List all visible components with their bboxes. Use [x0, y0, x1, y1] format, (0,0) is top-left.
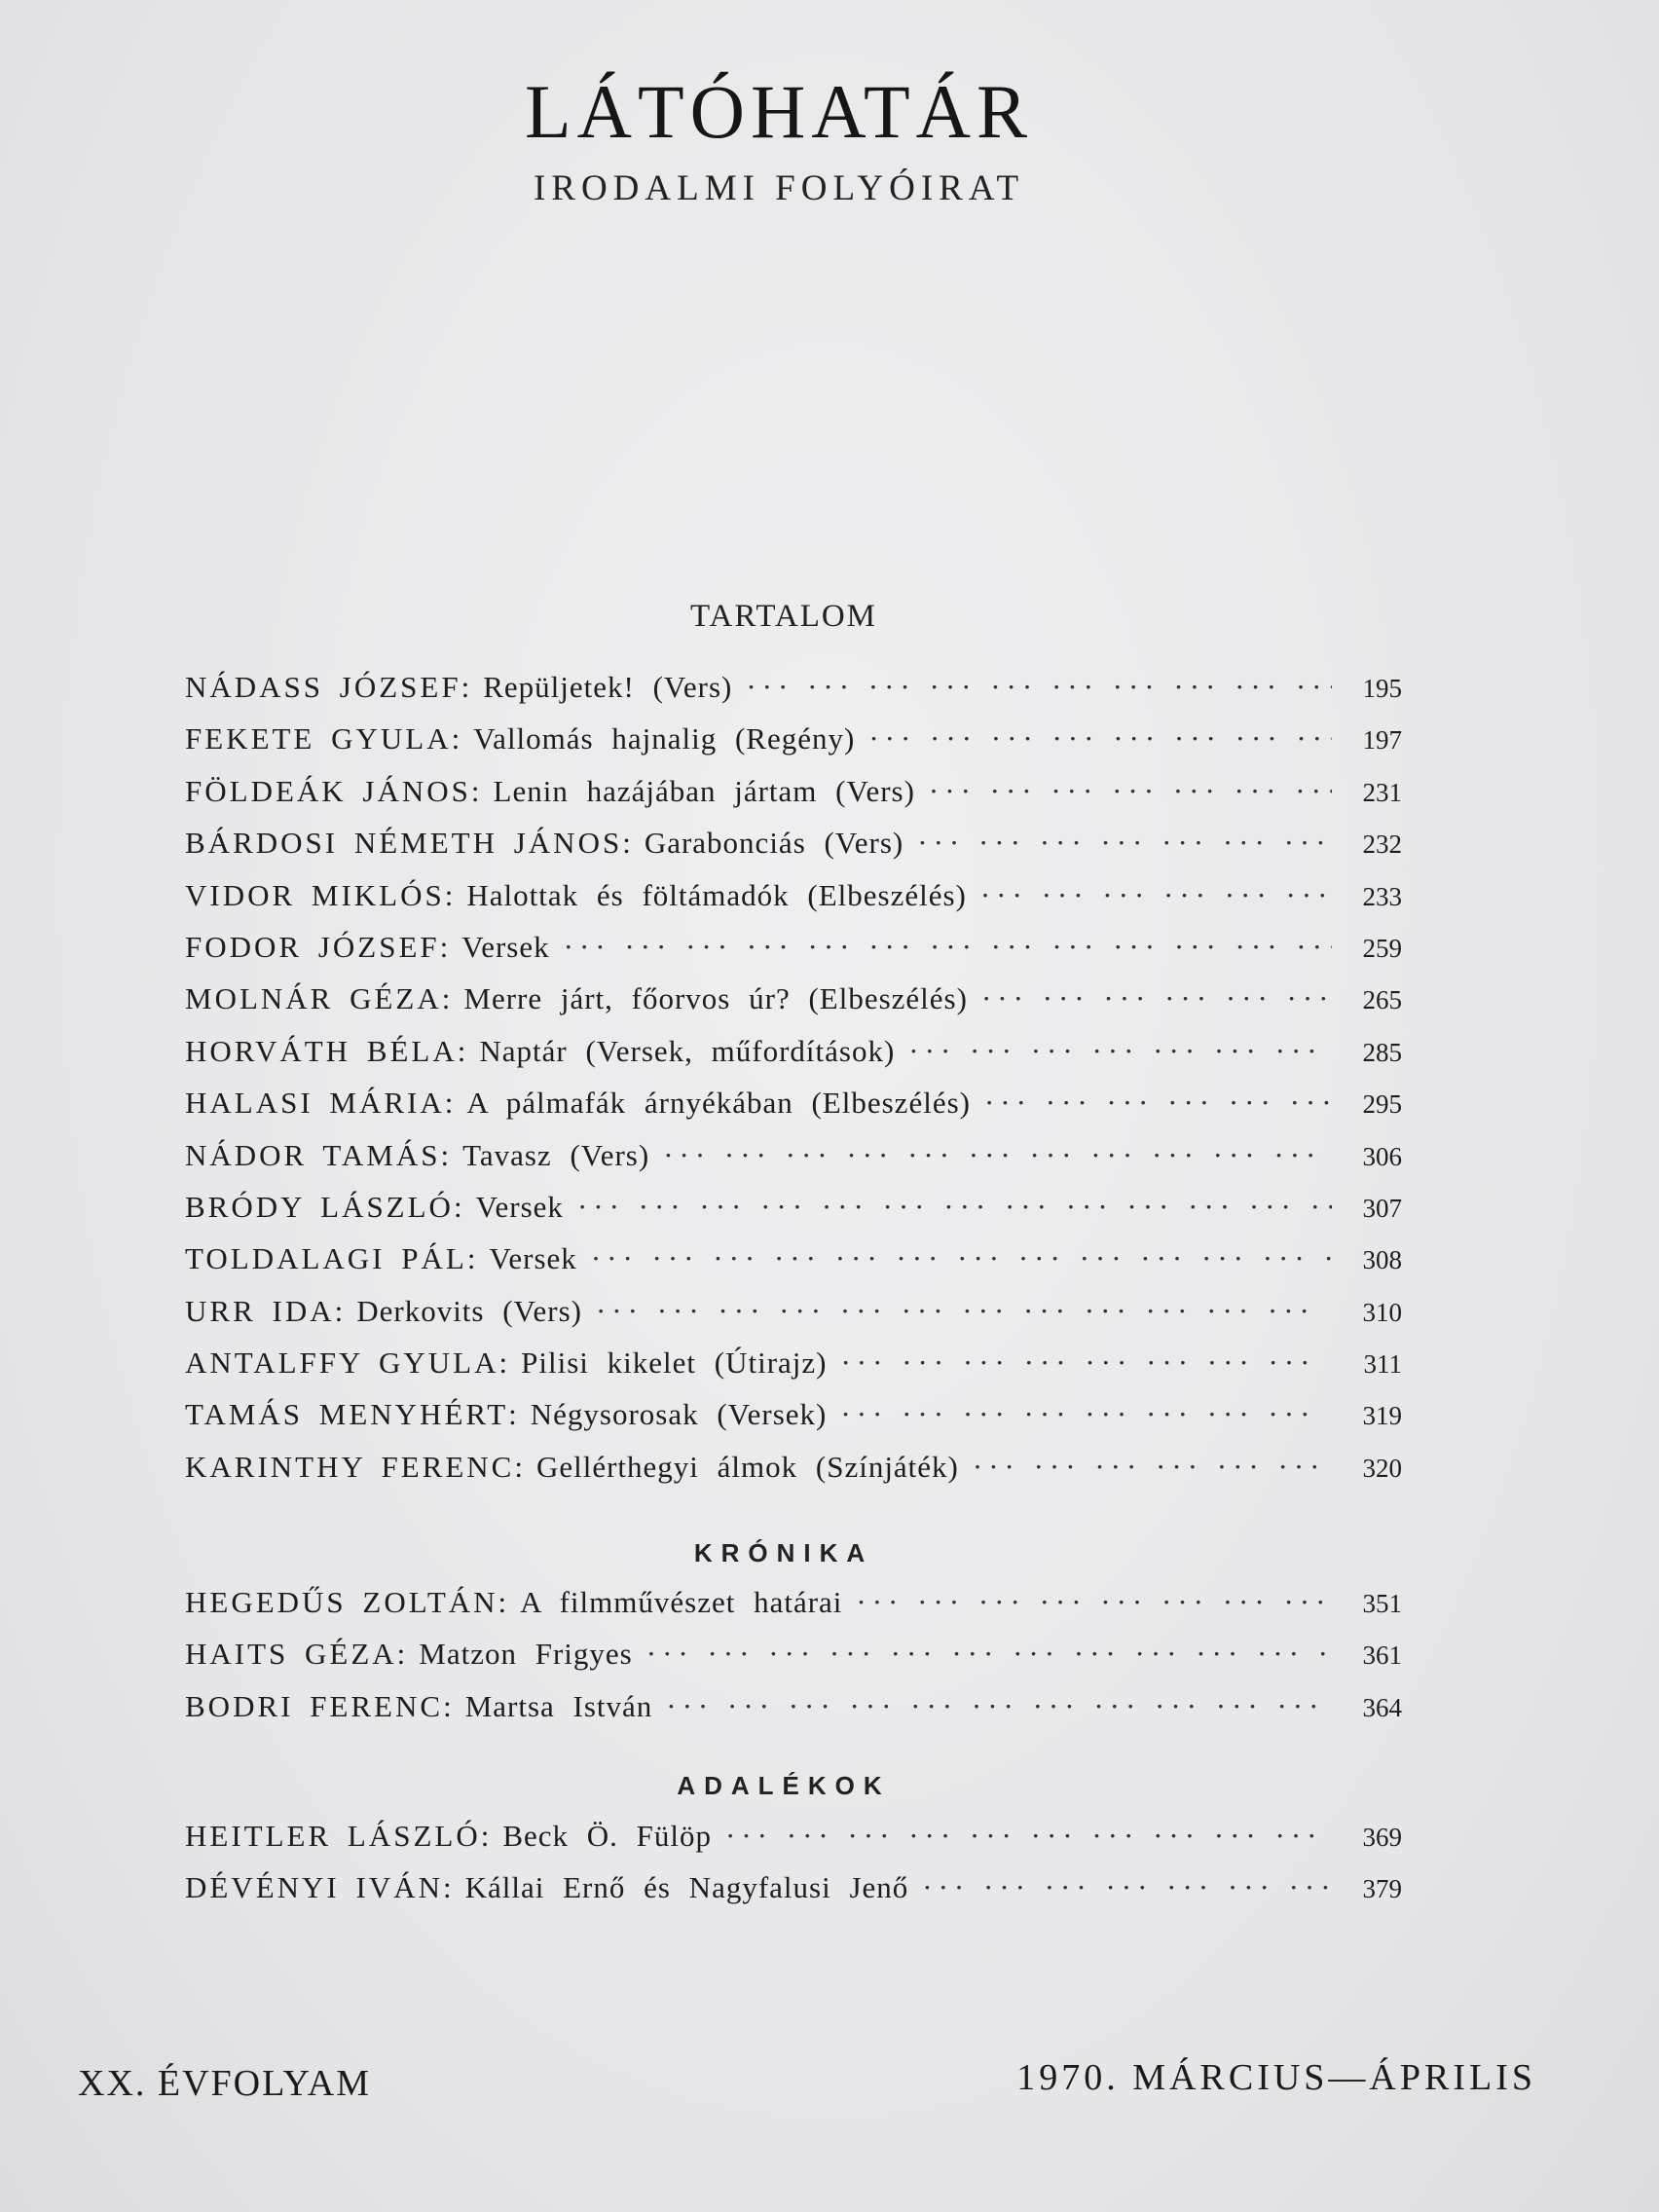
- dot-leader: [981, 981, 1332, 1016]
- toc-entry-author: HALASI MÁRIA: [185, 1086, 445, 1121]
- toc-entry-title: Matzon Frigyes: [419, 1637, 633, 1672]
- toc-entry-page: 232: [1362, 830, 1402, 860]
- toc-entry-title: A filmművészet határai: [520, 1585, 843, 1619]
- toc-entry: [185, 721, 1402, 773]
- dot-leader: [596, 1294, 1332, 1329]
- toc-entry: [185, 981, 1402, 1033]
- toc-entry: [185, 1689, 1402, 1741]
- toc-entry-separator: :: [439, 929, 449, 964]
- dot-leader: [725, 1819, 1332, 1854]
- toc-entry-author: BRÓDY LÁSZLÓ: [185, 1189, 454, 1224]
- toc-entry-author: HEGEDŰS ZOLTÁN: [185, 1585, 498, 1619]
- toc-entry-author: FÖLDEÁK JÁNOS: [185, 773, 471, 808]
- toc-entry-separator: :: [498, 1346, 508, 1381]
- dot-leader: [646, 1637, 1332, 1672]
- toc-entry-title: Versek: [475, 1189, 564, 1224]
- toc-entry-author: BÁRDOSI NÉMETH JÁNOS: [185, 826, 623, 861]
- kronika-list: [185, 1585, 1402, 1741]
- toc-entry-title: Versek: [461, 929, 550, 964]
- toc-entry-separator: :: [461, 670, 470, 704]
- toc-entry-title: A pálmafák árnyékában (Elbeszélés): [466, 1086, 971, 1121]
- toc-entry-page: 379: [1362, 1874, 1402, 1904]
- volume-label: XX. ÉVFOLYAM: [78, 2063, 371, 2104]
- adalekok-heading: ADALÉKOK: [677, 1771, 891, 1800]
- toc-entry-title: Martsa István: [464, 1688, 653, 1723]
- toc-entry-author: HORVÁTH BÉLA: [185, 1033, 458, 1068]
- toc-entry-separator: :: [514, 1449, 523, 1484]
- toc-entry-title: Versek: [489, 1241, 577, 1276]
- toc-entry-separator: :: [480, 1819, 490, 1853]
- dot-leader: [856, 1585, 1332, 1620]
- toc-entry-title: Négysorosak (Versek): [530, 1397, 828, 1432]
- contents-heading: TARTALOM: [689, 599, 878, 634]
- toc-entry-title: Halottak és föltámadók (Elbeszélés): [466, 877, 967, 912]
- toc-entry-page: 295: [1362, 1089, 1402, 1120]
- contents-list: [185, 670, 1402, 1501]
- toc-entry-page: 361: [1362, 1641, 1402, 1671]
- dot-leader: [840, 1346, 1332, 1381]
- toc-entry-separator: :: [508, 1397, 517, 1432]
- toc-entry-page: 259: [1362, 933, 1402, 963]
- toc-entry: [185, 1241, 1402, 1293]
- toc-entry-title: Merre járt, főorvos úr? (Elbeszélés): [463, 981, 968, 1016]
- kronika-heading: KRÓNIKA: [693, 1538, 874, 1567]
- toc-entry-separator: :: [442, 1870, 452, 1905]
- dot-leader: [922, 1870, 1332, 1905]
- toc-entry: [185, 1819, 1402, 1870]
- toc-entry: [185, 1870, 1402, 1922]
- toc-entry-separator: :: [444, 1086, 454, 1121]
- toc-entry-page: 351: [1362, 1589, 1402, 1618]
- toc-entry-separator: :: [334, 1293, 344, 1328]
- toc-entry-author: NÁDOR TAMÁS: [185, 1137, 441, 1172]
- toc-entry-author: BODRI FERENC: [185, 1688, 444, 1723]
- adalekok-list: [185, 1819, 1402, 1923]
- toc-entry-separator: :: [457, 1033, 466, 1068]
- toc-entry-separator: :: [453, 1189, 462, 1224]
- toc-entry: [185, 878, 1402, 930]
- dot-leader: [840, 1397, 1332, 1432]
- toc-entry-page: 195: [1362, 674, 1402, 703]
- toc-entry-title: Naptár (Versek, műfordítások): [479, 1033, 896, 1068]
- toc-entry: [185, 1585, 1402, 1637]
- dot-leader: [973, 1450, 1332, 1485]
- toc-entry: [185, 1034, 1402, 1086]
- toc-entry-title: Garabonciás (Vers): [644, 826, 904, 861]
- toc-entry-author: VIDOR MIKLÓS: [185, 877, 445, 912]
- toc-entry-separator: :: [451, 721, 461, 756]
- toc-entry-author: HAITS GÉZA: [185, 1637, 397, 1672]
- toc-entry-author: HEITLER LÁSZLÓ: [185, 1819, 481, 1853]
- dot-leader: [917, 826, 1332, 861]
- dot-leader: [591, 1241, 1332, 1276]
- toc-entry-page: 231: [1362, 777, 1402, 807]
- toc-entry-page: 310: [1362, 1297, 1402, 1327]
- toc-entry-separator: :: [440, 1137, 450, 1172]
- toc-entry-author: KARINTHY FERENC: [185, 1449, 515, 1484]
- toc-entry-page: 285: [1362, 1037, 1402, 1067]
- toc-entry-page: 364: [1362, 1692, 1402, 1722]
- toc-entry: [185, 670, 1402, 721]
- toc-entry-author: FODOR JÓZSEF: [185, 929, 440, 964]
- toc-entry-separator: :: [443, 1688, 452, 1723]
- toc-entry-page: 197: [1362, 725, 1402, 756]
- toc-entry-page: 307: [1362, 1193, 1402, 1223]
- toc-entry: [185, 1450, 1402, 1501]
- toc-entry-title: Pilisi kikelet (Útirajz): [521, 1346, 828, 1381]
- dot-leader: [666, 1689, 1332, 1724]
- toc-entry-author: FEKETE GYULA: [185, 721, 452, 756]
- toc-entry: [185, 1397, 1402, 1449]
- dot-leader: [746, 670, 1332, 705]
- dot-leader: [929, 774, 1332, 809]
- toc-entry-author: TOLDALAGI PÁL: [185, 1241, 467, 1276]
- toc-entry-title: Kállai Ernő és Nagyfalusi Jenő: [464, 1870, 909, 1905]
- toc-entry-page: 233: [1362, 881, 1402, 911]
- toc-entry-author: DÉVÉNYI IVÁN: [185, 1870, 443, 1905]
- toc-entry: [185, 1637, 1402, 1688]
- toc-entry-author: NÁDASS JÓZSEF: [185, 670, 461, 704]
- toc-entry-title: Derkovits (Vers): [356, 1293, 582, 1328]
- toc-entry-title: Repüljetek! (Vers): [483, 670, 733, 704]
- toc-entry: [185, 1086, 1402, 1137]
- toc-entry-separator: :: [396, 1637, 406, 1672]
- toc-entry-page: 311: [1363, 1349, 1402, 1380]
- dot-leader: [908, 1034, 1332, 1069]
- toc-entry: [185, 1190, 1402, 1241]
- toc-entry-separator: :: [622, 826, 631, 861]
- dot-leader: [577, 1190, 1332, 1225]
- toc-entry: [185, 1294, 1402, 1346]
- dot-leader: [868, 721, 1332, 756]
- toc-entry-page: 320: [1362, 1453, 1402, 1483]
- toc-entry: [185, 1138, 1402, 1190]
- toc-entry-separator: :: [466, 1241, 476, 1276]
- dot-leader: [980, 878, 1332, 913]
- dot-leader: [984, 1086, 1332, 1121]
- toc-entry-title: Vallomás hajnalig (Regény): [473, 721, 856, 756]
- toc-entry-separator: :: [498, 1585, 507, 1619]
- toc-entry: [185, 1346, 1402, 1397]
- toc-entry-title: Tavasz (Vers): [462, 1137, 650, 1172]
- toc-entry-page: 369: [1362, 1823, 1402, 1852]
- dot-leader: [564, 930, 1332, 965]
- toc-entry: [185, 930, 1402, 981]
- issue-date: 1970. MÁRCIUS—ÁPRILIS: [1016, 2057, 1536, 2098]
- toc-entry-page: 265: [1362, 985, 1402, 1015]
- toc-entry: [185, 826, 1402, 877]
- toc-entry-page: 306: [1362, 1141, 1402, 1171]
- toc-entry-title: Gellérthegyi álmok (Színjáték): [535, 1449, 959, 1484]
- toc-entry-separator: :: [470, 773, 480, 808]
- journal-subtitle: IRODALMI FOLYÓIRAT: [533, 168, 1025, 208]
- toc-entry-separator: :: [441, 981, 451, 1016]
- toc-entry-author: ANTALFFY GYULA: [185, 1346, 499, 1381]
- dot-leader: [663, 1138, 1332, 1173]
- toc-entry-separator: :: [444, 877, 454, 912]
- toc-entry-author: URR IDA: [185, 1293, 335, 1328]
- toc-entry-author: TAMÁS MENYHÉRT: [185, 1397, 509, 1432]
- toc-entry-title: Beck Ö. Fülöp: [502, 1819, 713, 1853]
- toc-entry: [185, 774, 1402, 826]
- toc-entry-page: 319: [1362, 1401, 1402, 1431]
- toc-entry-title: Lenin hazájában jártam (Vers): [493, 773, 915, 808]
- journal-title: LÁTÓHATÁR: [525, 69, 1033, 154]
- toc-entry-page: 308: [1362, 1245, 1402, 1275]
- toc-entry-author: MOLNÁR GÉZA: [185, 981, 442, 1016]
